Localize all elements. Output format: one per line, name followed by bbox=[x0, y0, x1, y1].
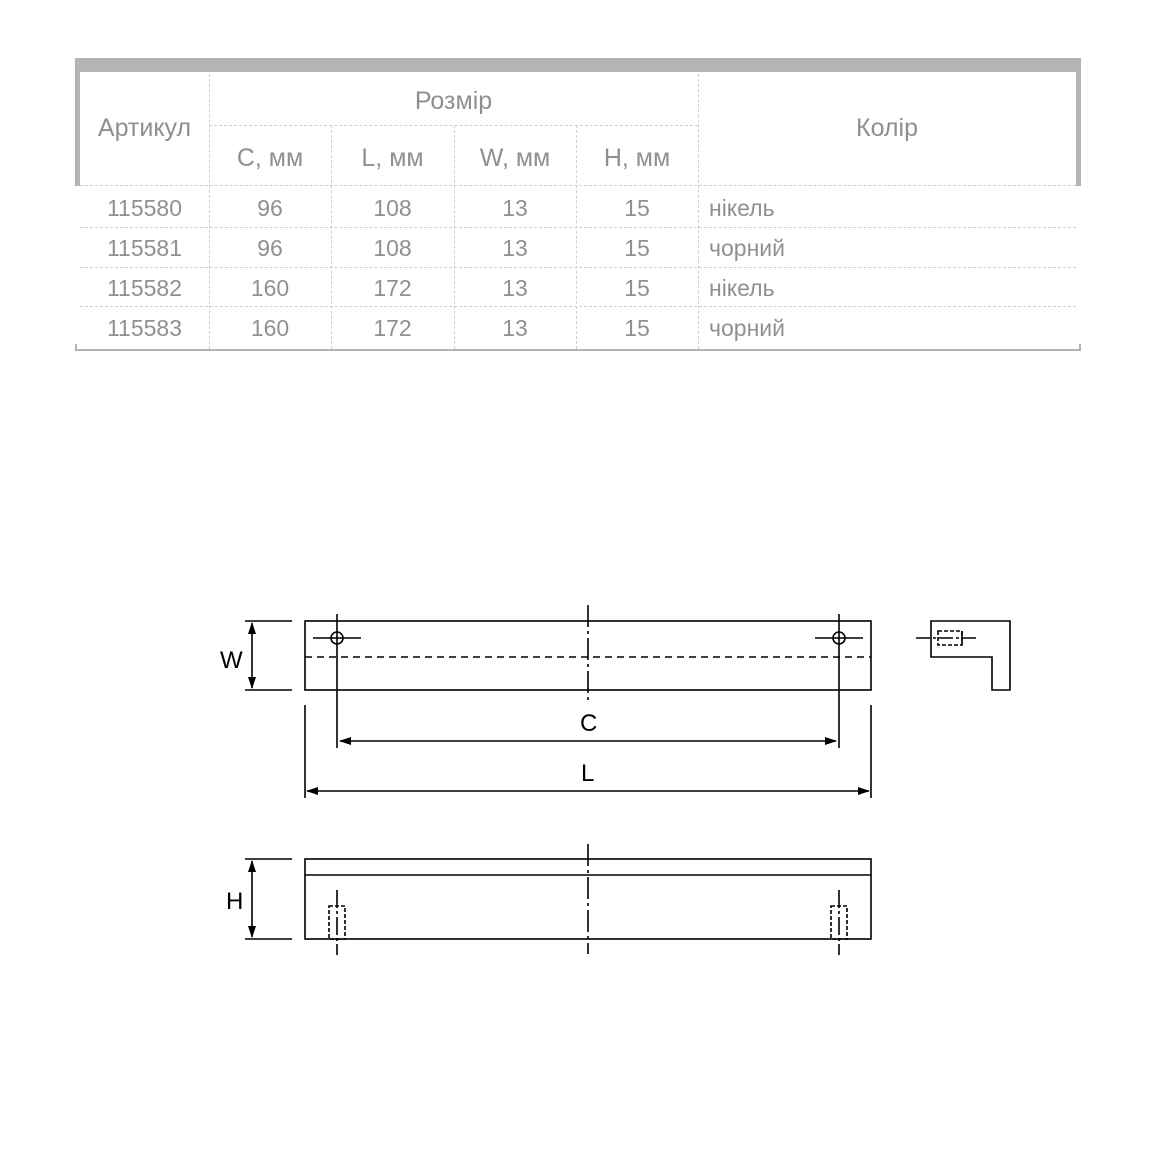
cell-article: 115581 bbox=[106, 235, 183, 261]
cell-color: нікель bbox=[709, 195, 775, 221]
cell-color: чорний bbox=[709, 235, 785, 261]
cell-w: 13 bbox=[502, 315, 528, 341]
dimension-h bbox=[245, 859, 292, 939]
label-h: H bbox=[226, 888, 244, 915]
cell-w: 13 bbox=[502, 275, 528, 301]
cell-article: 115582 bbox=[106, 275, 183, 301]
cell-w: 13 bbox=[502, 195, 528, 221]
cell-w: 13 bbox=[502, 235, 528, 261]
cell-article: 115583 bbox=[106, 315, 183, 341]
header-w: W, мм bbox=[479, 144, 551, 172]
cell-article: 115580 bbox=[106, 195, 183, 221]
front-view bbox=[305, 844, 871, 955]
cell-c: 96 bbox=[257, 195, 283, 221]
header-size: Розмір bbox=[414, 87, 493, 115]
cell-h: 15 bbox=[624, 195, 650, 221]
cell-h: 15 bbox=[624, 235, 650, 261]
side-profile bbox=[916, 621, 1010, 690]
cell-l: 172 bbox=[373, 275, 412, 301]
header-h: H, мм bbox=[603, 144, 671, 172]
cell-h: 15 bbox=[624, 275, 650, 301]
cell-c: 160 bbox=[250, 275, 290, 301]
cell-l: 108 bbox=[373, 195, 412, 221]
cell-l: 172 bbox=[373, 315, 412, 341]
cell-l: 108 bbox=[373, 235, 412, 261]
label-l: L bbox=[581, 760, 595, 787]
cell-color: чорний bbox=[709, 315, 785, 341]
cell-c: 160 bbox=[250, 315, 290, 341]
cell-color: нікель bbox=[709, 275, 775, 301]
header-article: Артикул bbox=[97, 114, 192, 142]
header-color: Колір bbox=[856, 114, 918, 142]
dimension-w bbox=[245, 621, 292, 690]
header-c: C, мм bbox=[236, 144, 304, 172]
label-c: C bbox=[580, 710, 598, 737]
cell-h: 15 bbox=[624, 315, 650, 341]
cell-c: 96 bbox=[257, 235, 283, 261]
label-w: W bbox=[220, 647, 243, 674]
header-l: L, мм bbox=[361, 144, 424, 172]
